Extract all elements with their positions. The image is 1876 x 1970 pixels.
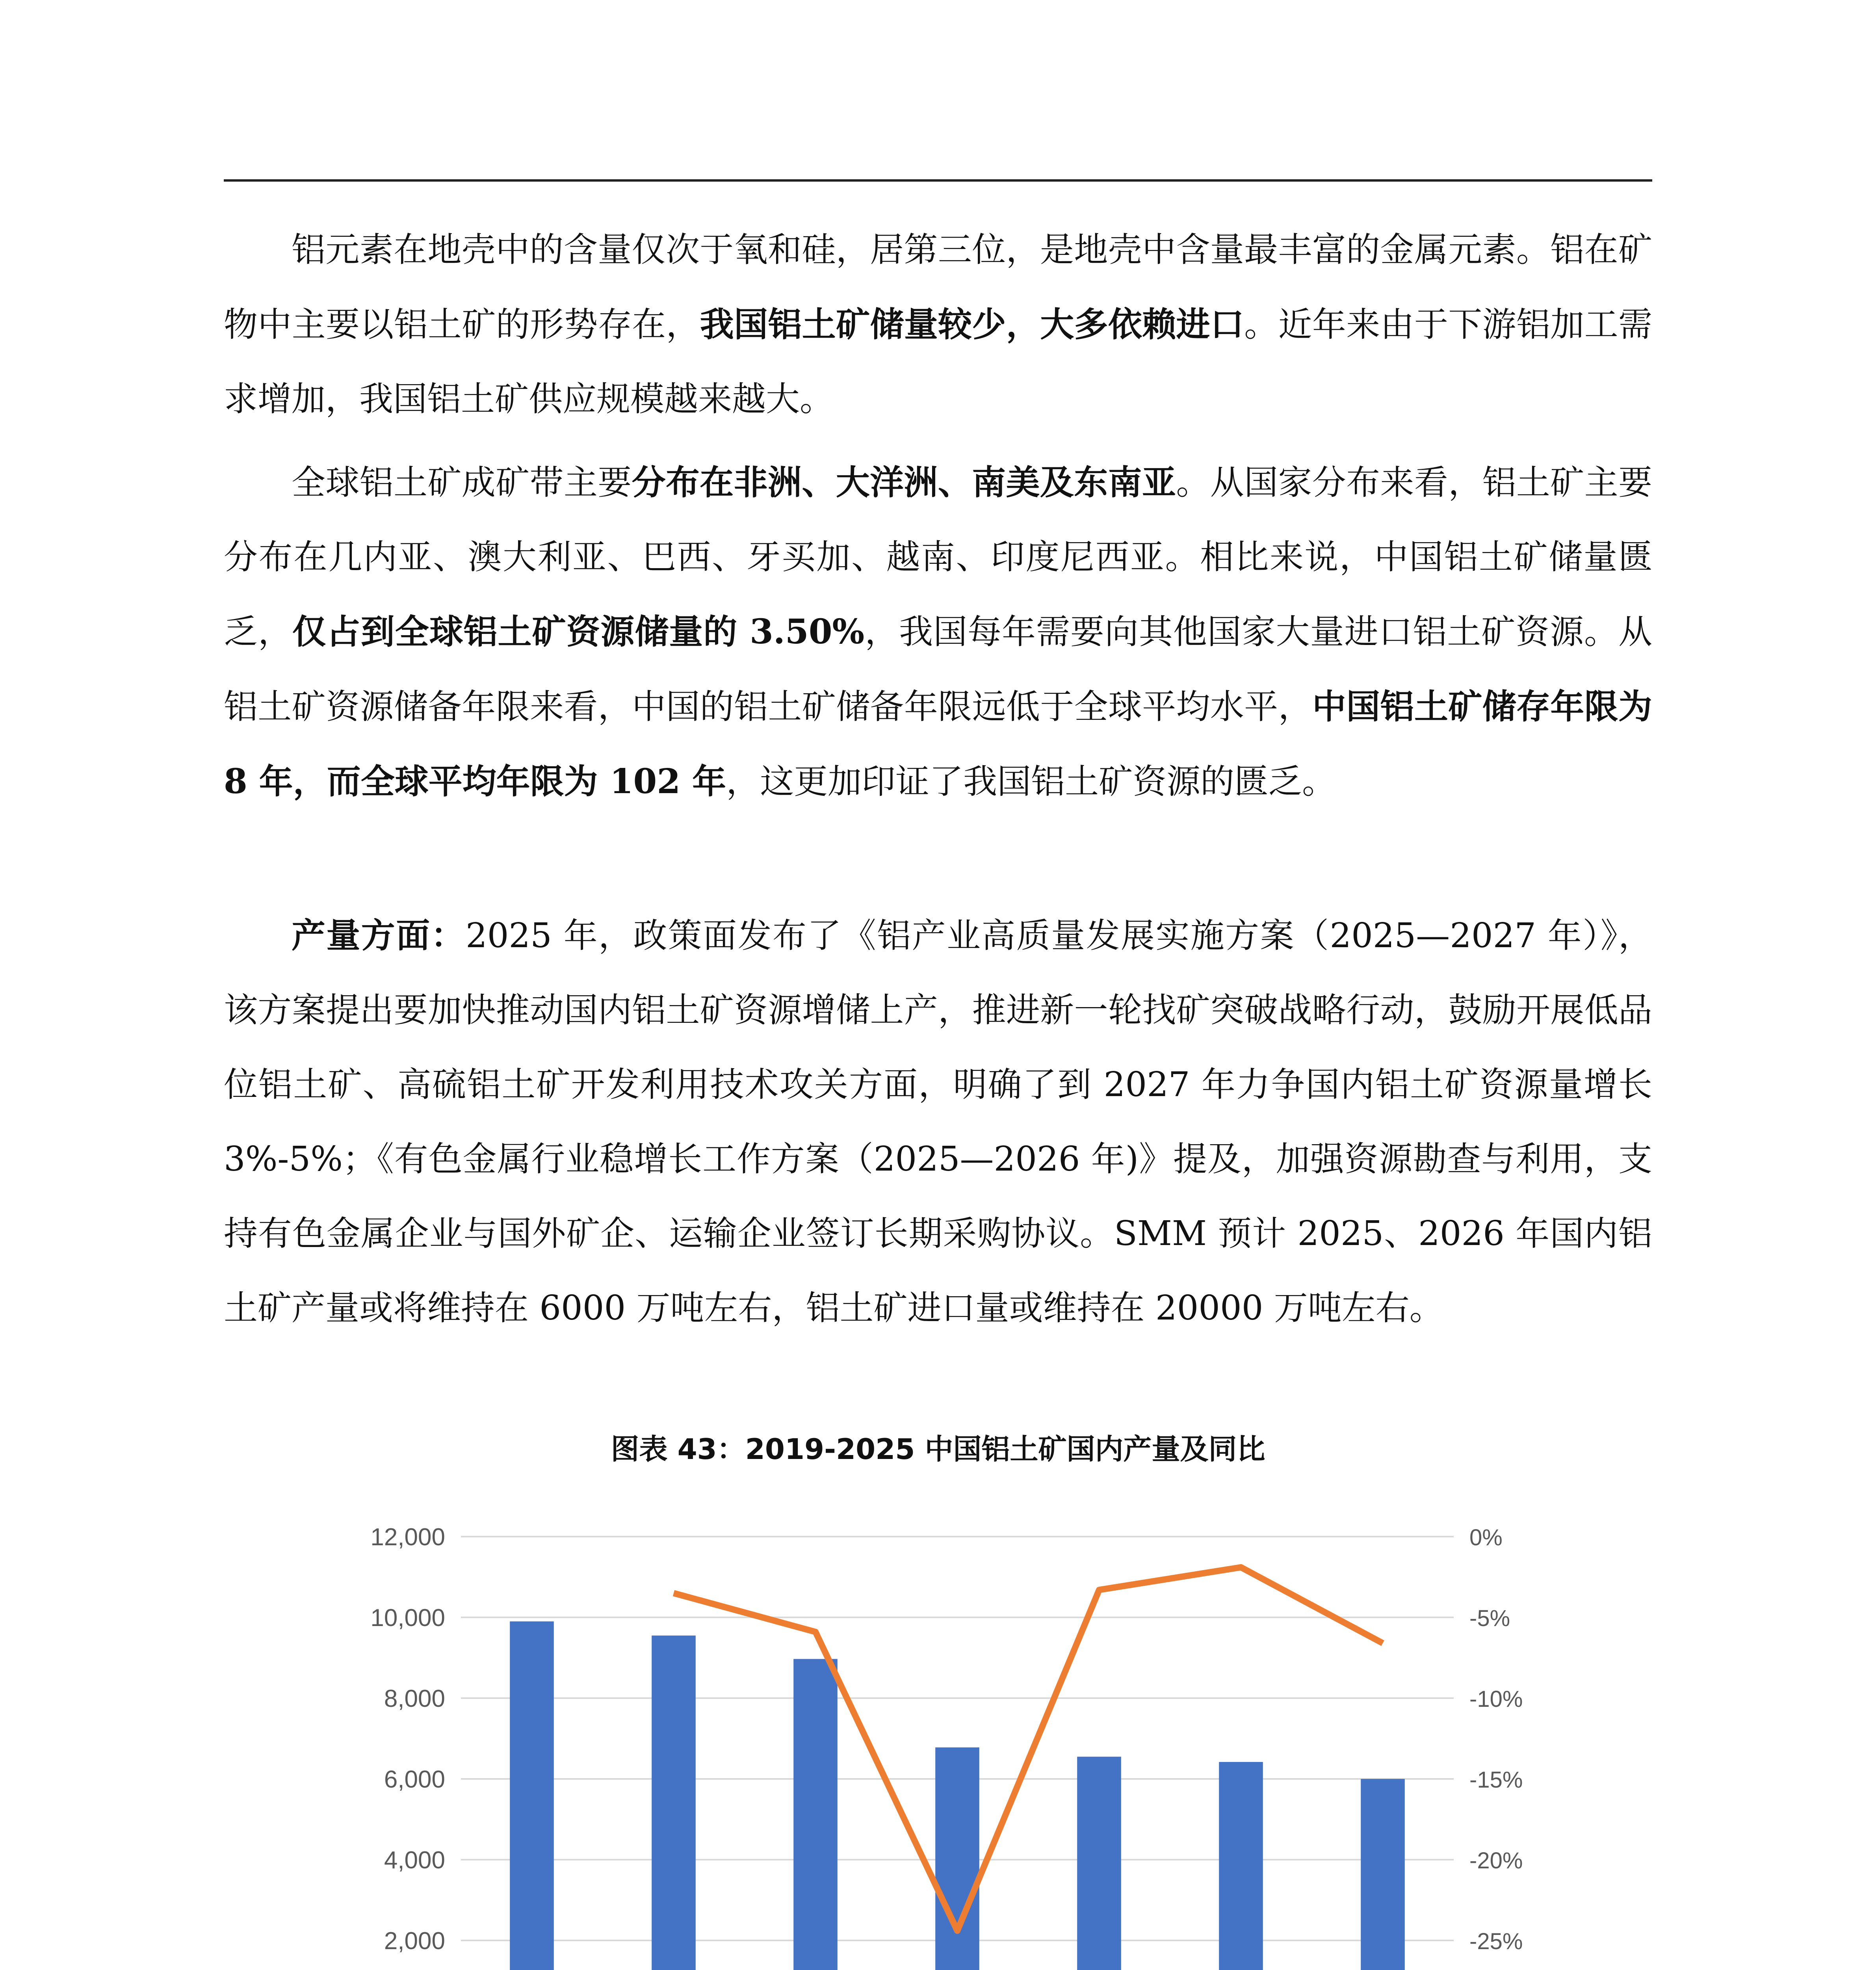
p1-run-0: 铝元素在地壳中的含量仅次于氧和硅，居第三位，是地壳中含量最丰富的金属元素。铝在矿物中主要以铝土矿的形势存在，: [224, 230, 1652, 344]
bar: [652, 1635, 696, 1970]
bar: [1077, 1757, 1121, 1970]
bar: [1219, 1762, 1263, 1970]
y-left-tick-label: 2,000: [384, 1927, 445, 1955]
y-right-tick-label: -25%: [1469, 1929, 1523, 1954]
paragraph-1: [224, 213, 1652, 437]
bar: [510, 1621, 554, 1970]
y-left-tick-label: 6,000: [384, 1766, 445, 1793]
p2-run-1: 分布在非洲、大洋洲、南美及东南亚: [632, 463, 1176, 502]
paragraph-3: [224, 898, 1652, 1346]
production-chart: [276, 1489, 1615, 1970]
yoy-line: [674, 1567, 1383, 1931]
p2-run-4: ，我国每年需要向其他国家大量进口铝土矿资源。从铝土矿资源储备年限来看，中国的铝土矿储备年限远低于全球平均水平，: [224, 612, 1653, 727]
p3-run-0: 产量方面：: [292, 916, 466, 955]
bar: [793, 1659, 838, 1970]
p1-run-1: 我国铝土矿储量较少，大多依赖进口: [700, 305, 1244, 344]
y-right-tick-label: -10%: [1469, 1686, 1523, 1712]
y-left-tick-label: 10,000: [370, 1604, 445, 1632]
p2-run-2: 。从国家分布来看，铝土矿主要分布在几内亚、澳大利亚、巴西、牙买加、越南、印度尼西亚。相比来说，中国铝土矿储量匮乏，: [224, 463, 1653, 652]
y-left-tick-label: 12,000: [370, 1524, 445, 1551]
y-right-tick-label: -20%: [1469, 1848, 1523, 1873]
header-rule: [224, 179, 1652, 182]
figure-title: 图表 43：2019-2025 中国铝土矿国内产量及同比: [611, 1433, 1265, 1466]
p2-run-6: ，这更加印证了我国铝土矿资源的匮乏。: [726, 762, 1336, 801]
y-right-tick-label: 0%: [1469, 1525, 1503, 1550]
paragraph-2: [224, 445, 1652, 819]
bar: [935, 1747, 979, 1970]
p3-run-1: 2025 年，政策面发布了《铝产业高质量发展实施方案（2025—2027 年）》，该方案提出要加快推动国内铝土矿资源增储上产，推进新一轮找矿突破战略行动，鼓励开展低品位铝土矿、高硫铝土矿开发利用技术攻关方面，明确了到 2027 年力争国内铝土矿资源量增长 3%-5%；《有色金属行业稳增长工作方案（2025—2026 年)》提及，加强资源勘查与利用，支持有色金属企业与国外矿企、运输企业签订长期采购协议。SMM 预计 2025、2026 年国内铝土矿产量或将维持在 6000 万吨左右，铝土矿进口量或维持在 20000 万吨左右。: [224, 916, 1653, 1328]
bar: [1361, 1779, 1405, 1970]
p1-run-2: 。近年来由于下游铝加工需求增加，我国铝土矿供应规模越来越大。: [224, 305, 1653, 419]
p2-run-5: 中国铝土矿储存年限为 8 年，而全球平均年限为 102 年: [224, 687, 1653, 801]
y-right-tick-label: -15%: [1469, 1767, 1523, 1793]
p2-run-0: 全球铝土矿成矿带主要: [292, 463, 632, 502]
y-left-tick-label: 8,000: [384, 1685, 445, 1712]
p2-run-3: 仅占到全球铝土矿资源储量的 3.50%: [292, 612, 865, 652]
y-left-tick-label: 4,000: [384, 1847, 445, 1874]
y-right-tick-label: -5%: [1469, 1606, 1510, 1631]
